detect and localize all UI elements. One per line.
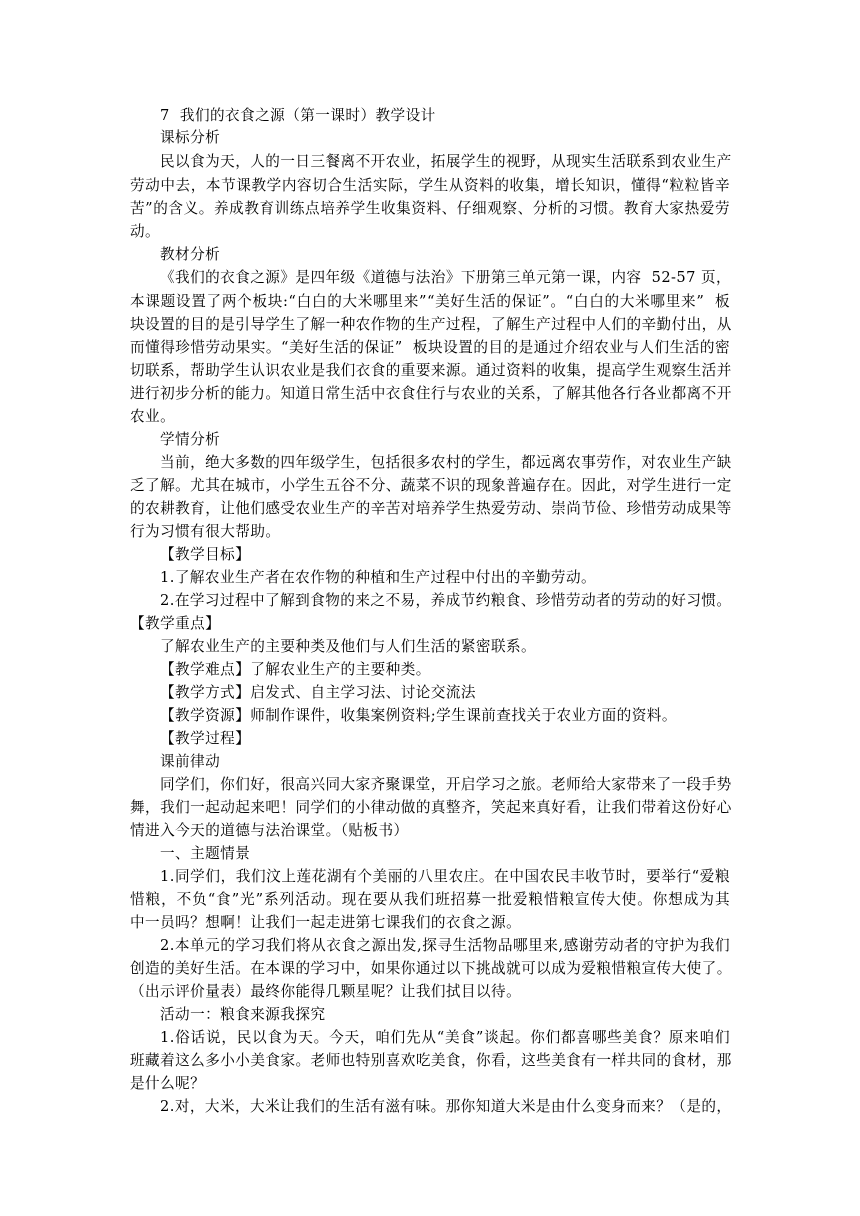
list-item: 2.在学习过程中了解到食物的来之不易，养成节约粮食、珍惜劳动者的劳动的好习惯。 bbox=[160, 592, 732, 609]
paragraph-line: 了解农业生产的主要种类及他们与人们生活的紧密联系。 bbox=[160, 638, 537, 655]
paragraph-line: 是什么呢？ bbox=[130, 1075, 206, 1092]
paragraph-line: 当前，绝大多数的四年级学生，包括很多农村的学生，都远离农事劳作，对农业生产缺 bbox=[160, 454, 732, 471]
paragraph-line: 农业。 bbox=[130, 408, 176, 425]
paragraph-line: 中一员吗？想啊！让我们一起走进第七课我们的衣食之源。 bbox=[130, 914, 522, 931]
paragraph-line: 【教学方式】启发式、自主学习法、讨论交流法 bbox=[160, 684, 476, 701]
section-heading: 一、主题情景 bbox=[160, 845, 251, 862]
section-heading: 课标分析 bbox=[160, 129, 221, 146]
paragraph-line: 本课题设置了两个板块:“白白的大米哪里来”“美好生活的保证”。“白白的大米哪里来” 板 bbox=[130, 293, 730, 310]
list-item: 1.了解农业生产者在农作物的种植和生产过程中付出的辛勤劳动。 bbox=[160, 569, 597, 586]
paragraph-line: 块设置的目的是引导学生了解一种农作物的生产过程，了解生产过程中人们的辛勤付出，从 bbox=[130, 316, 732, 333]
paragraph-line: 进行初步分析的能力。知道日常生活中衣食住行与农业的关系，了解其他各行各业都离不开 bbox=[130, 385, 732, 402]
paragraph-line: 情进入今天的道德与法治课堂。（贴板书） bbox=[130, 822, 409, 839]
section-heading: 活动一：粮食来源我探究 bbox=[160, 1006, 326, 1023]
paragraph-line: 惜粮，不负“食”光”系列活动。现在要从我们班招募一批爱粮惜粮宣传大使。你想成为其 bbox=[130, 891, 730, 908]
paragraph-line: 行为习惯有很大帮助。 bbox=[130, 523, 281, 540]
paragraph-line: 动。 bbox=[130, 223, 161, 240]
paragraph-line: 民以食为天，人的一日三餐离不开农业，拓展学生的视野，从现实生活联系到农业生产 bbox=[160, 153, 732, 170]
paragraph-line: 舞，我们一起动起来吧！同学们的小律动做的真整齐，笑起来真好看，让我们带着这份好心 bbox=[130, 799, 732, 816]
paragraph-line: 2.对，大米，大米让我们的生活有滋有味。那你知道大米是由什么变身而来？（是的， bbox=[160, 1098, 732, 1115]
paragraph-line: 而懂得珍惜劳动果实。“美好生活的保证” 板块设置的目的是通过介绍农业与人们生活的密 bbox=[130, 339, 730, 356]
section-heading: 学情分析 bbox=[160, 431, 221, 448]
paragraph-line: 的农耕教育，让他们感受农业生产的辛苦对培养学生热爱劳动、崇尚节俭、珍惜劳动成果等 bbox=[130, 500, 732, 517]
paragraph-line: 班藏着这么多小小美食家。老师也特别喜欢吃美食，你看，这些美食有一样共同的食材，那 bbox=[130, 1052, 732, 1069]
section-heading: 教材分析 bbox=[160, 246, 221, 263]
paragraph-line: 乏了解。尤其在城市，小学生五谷不分、蔬菜不识的现象普遍存在。因此，对学生进行一定 bbox=[130, 477, 732, 494]
paragraph-line: （出示评价量表）最终你能得几颗星呢？让我们拭目以待。 bbox=[130, 983, 522, 1000]
paragraph-line: 【教学资源】师制作课件，收集案例资料;学生课前查找关于农业方面的资料。 bbox=[160, 707, 677, 724]
paragraph-line: 1.俗话说，民以食为天。今天，咱们先从“美食”谈起。你们都喜哪些美食？原来咱们 bbox=[160, 1029, 730, 1046]
document-title: 7 我们的衣食之源（第一课时）教学设计 bbox=[160, 107, 436, 124]
paragraph-line: 苦”的含义。养成教育训练点培养学生收集资料、仔细观察、分析的习惯。教育大家热爱劳 bbox=[130, 200, 730, 217]
paragraph-line: 《我们的衣食之源》是四年级《道德与法治》下册第三单元第一课，内容 52-57 页， bbox=[160, 269, 732, 286]
section-heading: 【教学过程】 bbox=[160, 730, 251, 747]
paragraph-line: 创造的美好生活。在本课的学习中，如果你通过以下挑战就可以成为爱粮惜粮宣传大使了。 bbox=[130, 960, 732, 977]
section-heading: 【教学目标】 bbox=[160, 546, 251, 563]
paragraph-line: 劳动中去，本节课教学内容切合生活实际，学生从资料的收集，增长知识，懂得“粒粒皆辛 bbox=[130, 177, 730, 194]
paragraph-line: 1.同学们，我们汶上莲花湖有个美丽的八里农庄。在中国农民丰收节时，要举行“爱粮 bbox=[160, 868, 730, 885]
paragraph-line: 切联系，帮助学生认识农业是我们衣食的重要来源。通过资料的收集，提高学生观察生活并 bbox=[130, 362, 732, 379]
paragraph-line: 同学们，你们好，很高兴同大家齐聚课堂，开启学习之旅。老师给大家带来了一段手势 bbox=[160, 776, 732, 793]
section-heading: 【教学重点】 bbox=[130, 615, 221, 632]
paragraph-line: 2.本单元的学习我们将从衣食之源出发,探寻生活物品哪里来,感谢劳动者的守护为我们 bbox=[160, 937, 730, 954]
section-heading: 课前律动 bbox=[160, 753, 221, 770]
paragraph-line: 【教学难点】了解农业生产的主要种类。 bbox=[160, 661, 431, 678]
